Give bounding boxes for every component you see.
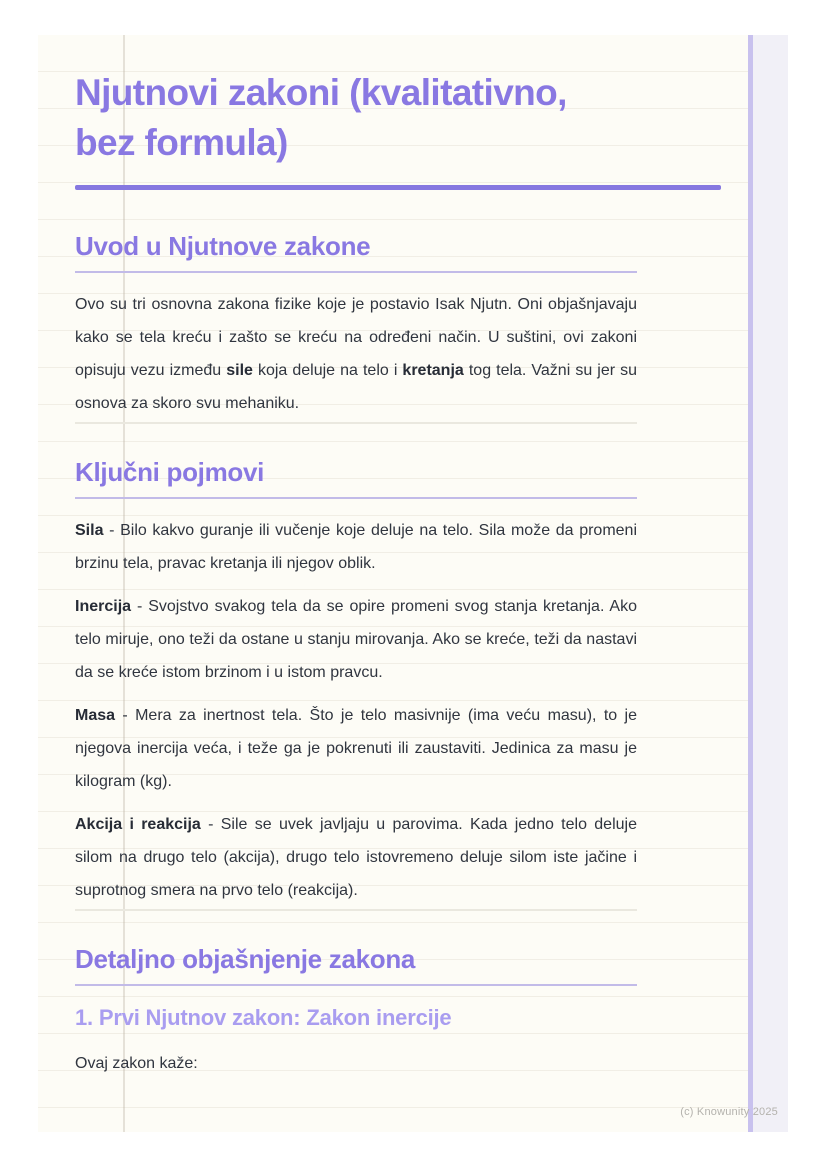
section-uvod	[75, 230, 637, 420]
paragraph-sila: Sila - Bilo kakvo guranje ili vučenje koje deluje na telo. Sila može da promeni brzinu tela, pravac kretanja ili njegov oblik.	[75, 522, 637, 572]
title-divider	[75, 185, 721, 190]
page-title-line-1: Njutnovi zakoni (kvalitativno,	[75, 72, 567, 113]
section-heading-kljucni-pojmovi: Ključni pojmovi	[75, 457, 265, 487]
page-card	[38, 35, 788, 1132]
page-title-line-2: bez formula)	[75, 122, 288, 163]
document-content	[38, 35, 788, 1080]
paragraph-masa: Masa - Mera za inertnost tela. Što je telo masivnije (ima veću masu), to je njegova inercija veća, i teže ga je pokrenuti ili zaustaviti. Jedinica za masu je kilogram (kg).	[75, 707, 637, 790]
section-divider	[75, 909, 637, 911]
footer-credit: (c) Knowunity 2025	[680, 1106, 778, 1118]
section-heading-detaljno: Detaljno objašnjenje zakona	[75, 944, 416, 974]
paragraph-inercija: Inercija - Svojstvo svakog tela da se opire promeni svog stanja kretanja. Ako telo miruje, ono teži da ostane u stanju mirovanja. Ako se kreće, teži da nastavi da se kreće istom brzinom i u istom pravcu.	[75, 598, 637, 681]
section-detaljno-objasnjenje	[75, 943, 637, 1080]
heading-underline	[75, 271, 637, 273]
heading-underline	[75, 984, 637, 986]
heading-underline	[75, 497, 637, 499]
section-heading-uvod: Uvod u Njutnove zakone	[75, 231, 371, 261]
paragraph-akcija-reakcija: Akcija i reakcija - Sile se uvek javljaju u parovima. Kada jedno telo deluje silom na drugo telo (akcija), drugo telo istovremeno deluje silom iste jačine i suprotnog smera na prvo telo (reakcija).	[75, 816, 637, 899]
section-kljucni-pojmovi	[75, 456, 637, 907]
subsection-heading-prvi-njutnov-zakon: 1. Prvi Njutnov zakon: Zakon inercije	[75, 1005, 452, 1030]
page-title	[75, 68, 721, 168]
paragraph-ovaj-zakon-kaze: Ovaj zakon kaže:	[75, 1055, 198, 1072]
paragraph-intro: Ovo su tri osnovna zakona fizike koje je postavio Isak Njutn. Oni objašnjavaju kako se tela kreću i zašto se kreću na određeni način. U suštini, ovi zakoni opisuju vezu između sile koja deluje na telo i kretanja tog tela. Važni su jer su osnova za skoro svu mehaniku.	[75, 296, 637, 412]
section-divider	[75, 422, 637, 424]
